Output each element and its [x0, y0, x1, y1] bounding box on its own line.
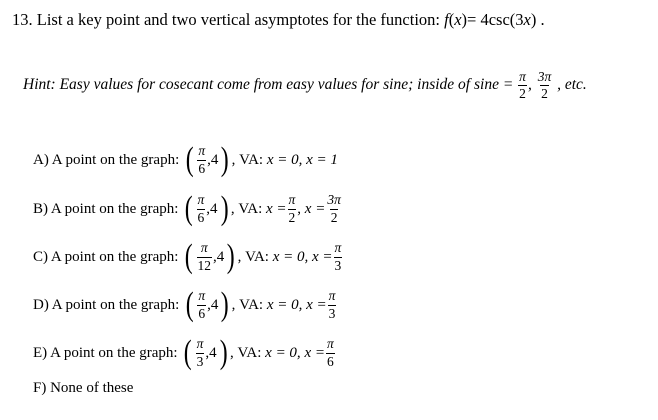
question-number: 13. — [12, 10, 33, 29]
option-d-va2-frac: $\frac{\pi}{3}$ — [328, 288, 336, 321]
option-b[interactable]: B) A point on the graph: ( $\frac{\pi}{6}$ ,4 ) , VA: x = $\frac{\pi}{2}$ , x = $\frac{3\pi}{2}$ — [33, 190, 341, 227]
option-c-va1: x = 0, — [272, 248, 309, 265]
option-e-label: E) A point on the graph: — [33, 344, 178, 361]
option-d-point-x: $\frac{\pi}{6}$ — [198, 288, 206, 321]
option-d[interactable]: D) A point on the graph: ( $\frac{\pi}{6}$ ,4 ) , VA: x = 0, x = $\frac{\pi}{3}$ — [33, 286, 336, 323]
option-b-va2-frac: $\frac{3\pi}{2}$ — [327, 192, 341, 225]
option-b-va1-frac: $\frac{\pi}{2}$ — [288, 192, 296, 225]
option-e[interactable]: E) A point on the graph: ( $\frac{\pi}{3}$ ,4 ) , VA: x = 0, x = $\frac{\pi}{6}$ — [33, 334, 334, 371]
option-d-va1: x = 0, — [266, 296, 303, 313]
hint-etc: , etc. — [557, 76, 587, 94]
function-name: f — [444, 10, 449, 29]
function-var-2: x — [523, 10, 531, 29]
option-a-va-label: VA: — [239, 151, 264, 168]
option-c-label: C) A point on the graph: — [33, 248, 179, 265]
function-var: x — [454, 10, 462, 29]
option-c[interactable]: C) A point on the graph: ( $\frac{\pi}{12}$ ,4 ) , VA: x = 0, x = $\frac{\pi}{3}$ — [33, 238, 342, 275]
option-a-va1: x = 0, — [266, 151, 303, 168]
option-e-va-label: VA: — [237, 344, 262, 361]
option-d-va-label: VA: — [239, 296, 264, 313]
option-d-label: D) A point on the graph: — [33, 296, 180, 313]
option-b-point-x: $\frac{\pi}{6}$ — [197, 192, 205, 225]
option-a-va2: x = 1 — [306, 151, 338, 168]
option-c-va-label: VA: — [245, 248, 269, 265]
option-c-va2-frac: $\frac{\pi}{3}$ — [334, 240, 342, 273]
question-text: 13. List a key point and two vertical asymptotes for the function: f(x)= 4csc(3x) . — [12, 10, 545, 29]
hint-fraction-1: $\frac{\pi}{2}$ — [519, 69, 526, 102]
option-c-point-x: $\frac{\pi}{12}$ — [197, 240, 211, 273]
option-a-point-x: $\frac{\pi}{6}$ — [198, 143, 206, 176]
function-body: = 4csc(3 — [467, 10, 524, 29]
option-e-point-x: $\frac{\pi}{3}$ — [196, 336, 204, 369]
option-f-label: F) None of these — [33, 380, 134, 396]
option-e-va1: x = 0, — [265, 344, 301, 361]
hint-text: Hint: Easy values for cosecant come from easy values for sine; inside of sine = — [23, 76, 514, 94]
option-a-label: A) A point on the graph: — [33, 151, 180, 168]
function-end: ) . — [530, 10, 545, 29]
option-f[interactable] — [33, 380, 133, 397]
question-prompt: List a key point and two vertical asymptotes for the function: — [36, 10, 440, 29]
hint-fraction-2: $\frac{3\pi}{2}$ — [537, 69, 552, 102]
option-a[interactable]: A) A point on the graph: ( $\frac{\pi}{6}$ ,4 ) , VA: x = 0, x = 1 — [33, 141, 338, 178]
hint: Hint: Easy values for cosecant come from easy values for sine; inside of sine = $\frac{\pi}{2}$ , $\frac{3\pi}{2}$ , etc. — [23, 69, 587, 102]
option-b-label: B) A point on the graph: — [33, 200, 179, 217]
option-b-va-label: VA: — [238, 200, 263, 217]
option-e-va2-frac: $\frac{\pi}{6}$ — [326, 336, 334, 369]
